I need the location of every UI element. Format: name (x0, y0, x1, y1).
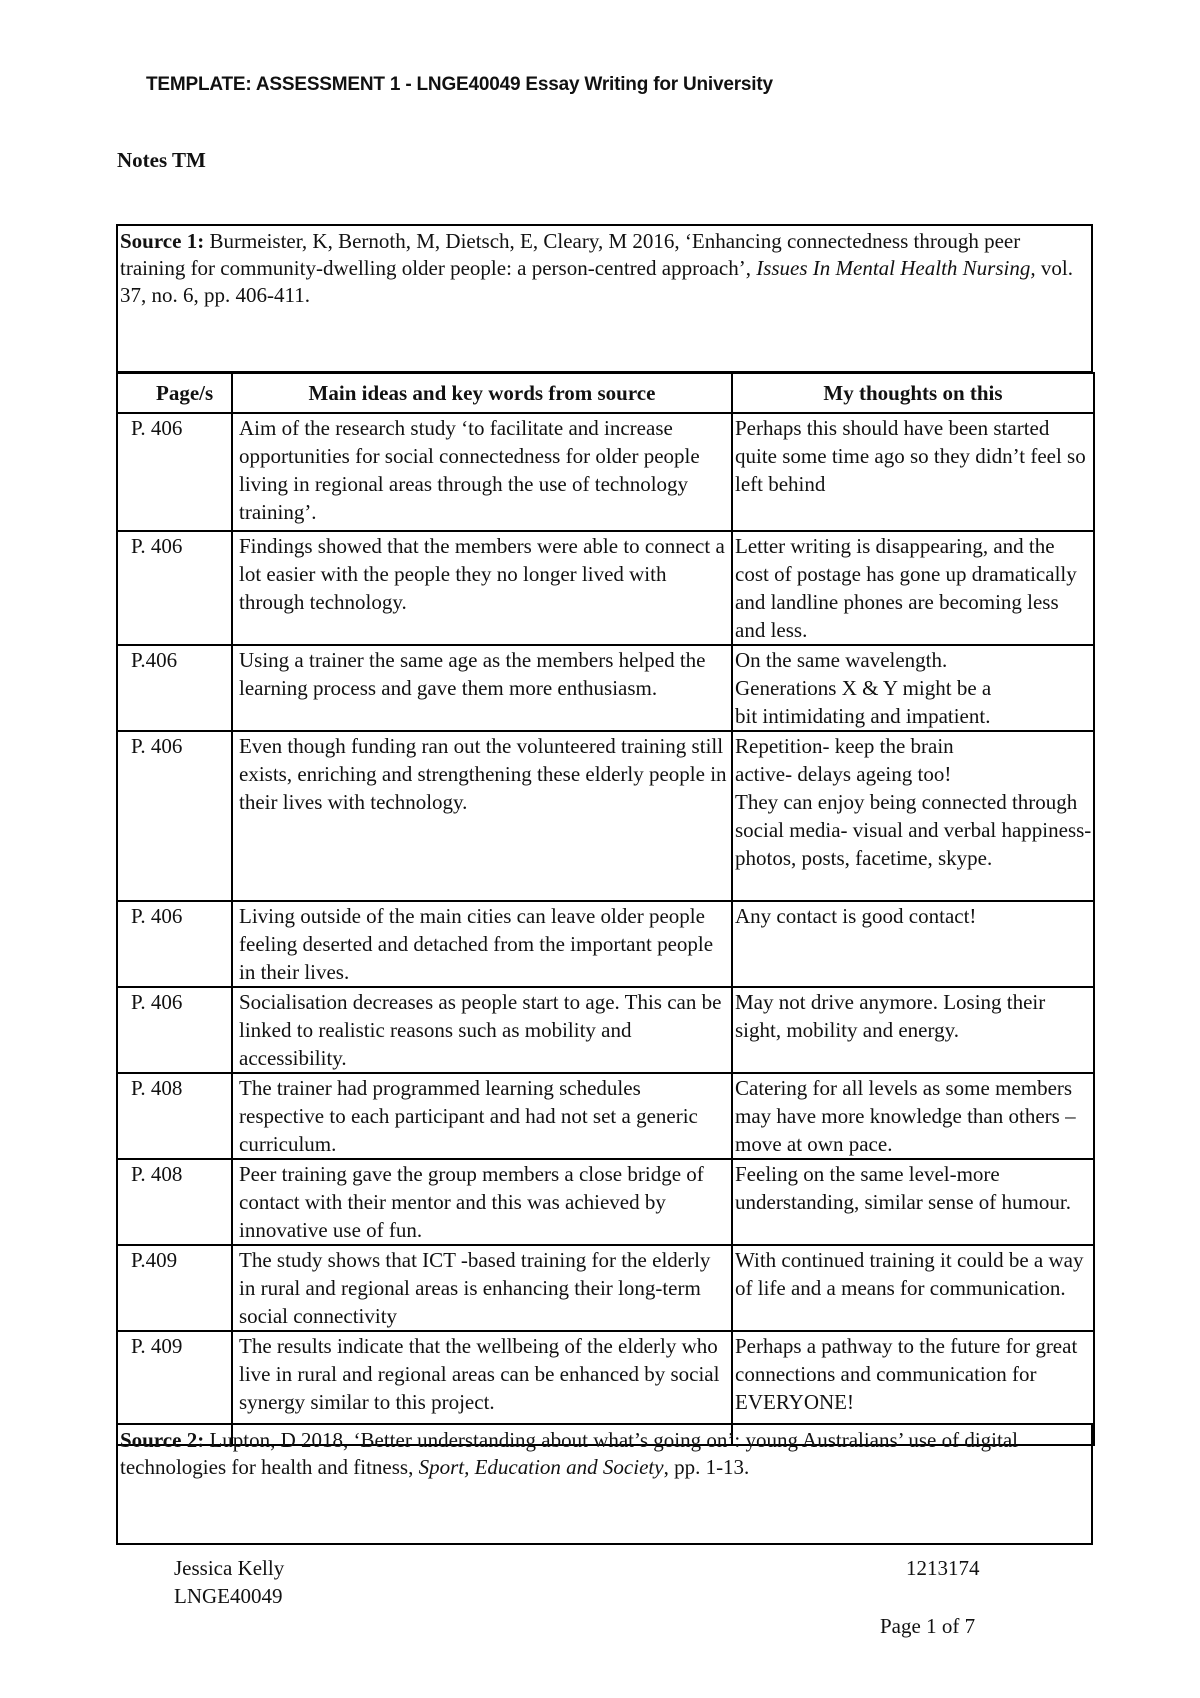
source-1-journal: Issues In Mental Health Nursing, (756, 256, 1036, 280)
table-row (117, 531, 1094, 645)
row-thoughts: Repetition- keep the brain active- delays ageing too! They can enjoy being connected through social media- visual and verbal happiness- photos, posts, facetime, skype. (732, 731, 1094, 901)
source-1-details: vol. 37, no. 6, pp. 406-411. (120, 256, 1073, 307)
row-ideas: Living outside of the main cities can leave older people feeling deserted and detached from the important people in their lives. (232, 901, 732, 987)
row-thoughts: Letter writing is disappearing, and the cost of postage has gone up dramatically and landline phones are becoming less and less. (732, 531, 1094, 645)
row-page: P. 406 (117, 413, 232, 531)
column-header-page: Page/s (117, 373, 232, 413)
row-ideas: Aim of the research study ‘to facilitate and increase opportunities for social connectedness for older people living in regional areas through the use of technology training’. (232, 413, 732, 531)
table-header-row (117, 373, 1094, 413)
row-ideas: The trainer had programmed learning schedules respective to each participant and had not set a generic curriculum. (232, 1073, 732, 1159)
source-1-citation-box (116, 224, 1093, 373)
footer-student-id: 1213174 (906, 1556, 980, 1580)
source-1-citation-text: Burmeister, K, Bernoth, M, Dietsch, E, Cleary, M 2016, ‘Enhancing connectedness through peer training for community-dwelling older people: a person-centred approach’, (120, 229, 1021, 280)
table-row (117, 731, 1094, 901)
source-1-label: Source 1: (120, 229, 205, 253)
source-2-details: , pp. 1-13. (663, 1455, 750, 1479)
row-thoughts: On the same wavelength. Generations X & Y might be a bit intimidating and impatient. (732, 645, 1094, 731)
row-page: P. 409 (117, 1331, 232, 1445)
column-header-ideas: Main ideas and key words from source (232, 373, 732, 413)
row-page: P. 406 (117, 731, 232, 901)
row-thoughts: Any contact is good contact! (732, 901, 1094, 987)
row-page: P.409 (117, 1245, 232, 1331)
row-page: P. 406 (117, 901, 232, 987)
source-2-label: Source 2: (120, 1428, 205, 1452)
row-thoughts: Catering for all levels as some members may have more knowledge than others – move at own pace. (732, 1073, 1094, 1159)
row-thoughts: Perhaps this should have been started quite some time ago so they didn’t feel so left behind (732, 413, 1094, 531)
row-page: P.406 (117, 645, 232, 731)
row-ideas: Peer training gave the group members a close bridge of contact with their mentor and this was achieved by innovative use of fun. (232, 1159, 732, 1245)
document-header-title: TEMPLATE: ASSESSMENT 1 - LNGE40049 Essay Writing for University (146, 74, 773, 95)
source-2-citation-text: Lupton, D 2018, ‘Better understanding about what’s going on’: young Australians’ use of digital technologies for health and fitness, (120, 1428, 1019, 1479)
row-page: P. 406 (117, 987, 232, 1073)
table-row (117, 1073, 1094, 1159)
row-page: P. 408 (117, 1073, 232, 1159)
row-page: P. 408 (117, 1159, 232, 1245)
row-ideas: Even though funding ran out the volunteered training still exists, enriching and strengthening these elderly people in their lives with technology. (232, 731, 732, 901)
notes-table (116, 372, 1095, 1446)
table-row (117, 413, 1094, 531)
table-row (117, 901, 1094, 987)
table-row (117, 645, 1094, 731)
row-thoughts: May not drive anymore. Losing their sight, mobility and energy. (732, 987, 1094, 1073)
row-ideas: Findings showed that the members were able to connect a lot easier with the people they no longer lived with through technology. (232, 531, 732, 645)
table-row (117, 987, 1094, 1073)
row-ideas: Using a trainer the same age as the members helped the learning process and gave them more enthusiasm. (232, 645, 732, 731)
row-thoughts: With continued training it could be a way of life and a means for communication. (732, 1245, 1094, 1331)
row-thoughts: Feeling on the same level-more understanding, similar sense of humour. (732, 1159, 1094, 1245)
row-ideas: The study shows that ICT -based training for the elderly in rural and regional areas is enhancing their long-term social connectivity (232, 1245, 732, 1331)
footer-page-number: Page 1 of 7 (880, 1614, 976, 1638)
row-page: P. 406 (117, 531, 232, 645)
row-ideas: The results indicate that the wellbeing of the elderly who live in rural and regional areas can be enhanced by social synergy similar to this project. (232, 1331, 732, 1445)
table-row (117, 1159, 1094, 1245)
source-2-journal: Sport, Education and Society (418, 1455, 664, 1479)
notes-title: Notes TM (117, 148, 206, 172)
column-header-thoughts: My thoughts on this (732, 373, 1094, 413)
footer-author-name: Jessica Kelly (174, 1556, 285, 1580)
table-row (117, 1245, 1094, 1331)
row-ideas: Socialisation decreases as people start to age. This can be linked to realistic reasons such as mobility and accessibility. (232, 987, 732, 1073)
row-thoughts: Perhaps a pathway to the future for great connections and communication for EVERYONE! (732, 1331, 1094, 1445)
footer-course-code: LNGE40049 (174, 1584, 283, 1608)
source-2-citation-box (116, 1423, 1093, 1545)
